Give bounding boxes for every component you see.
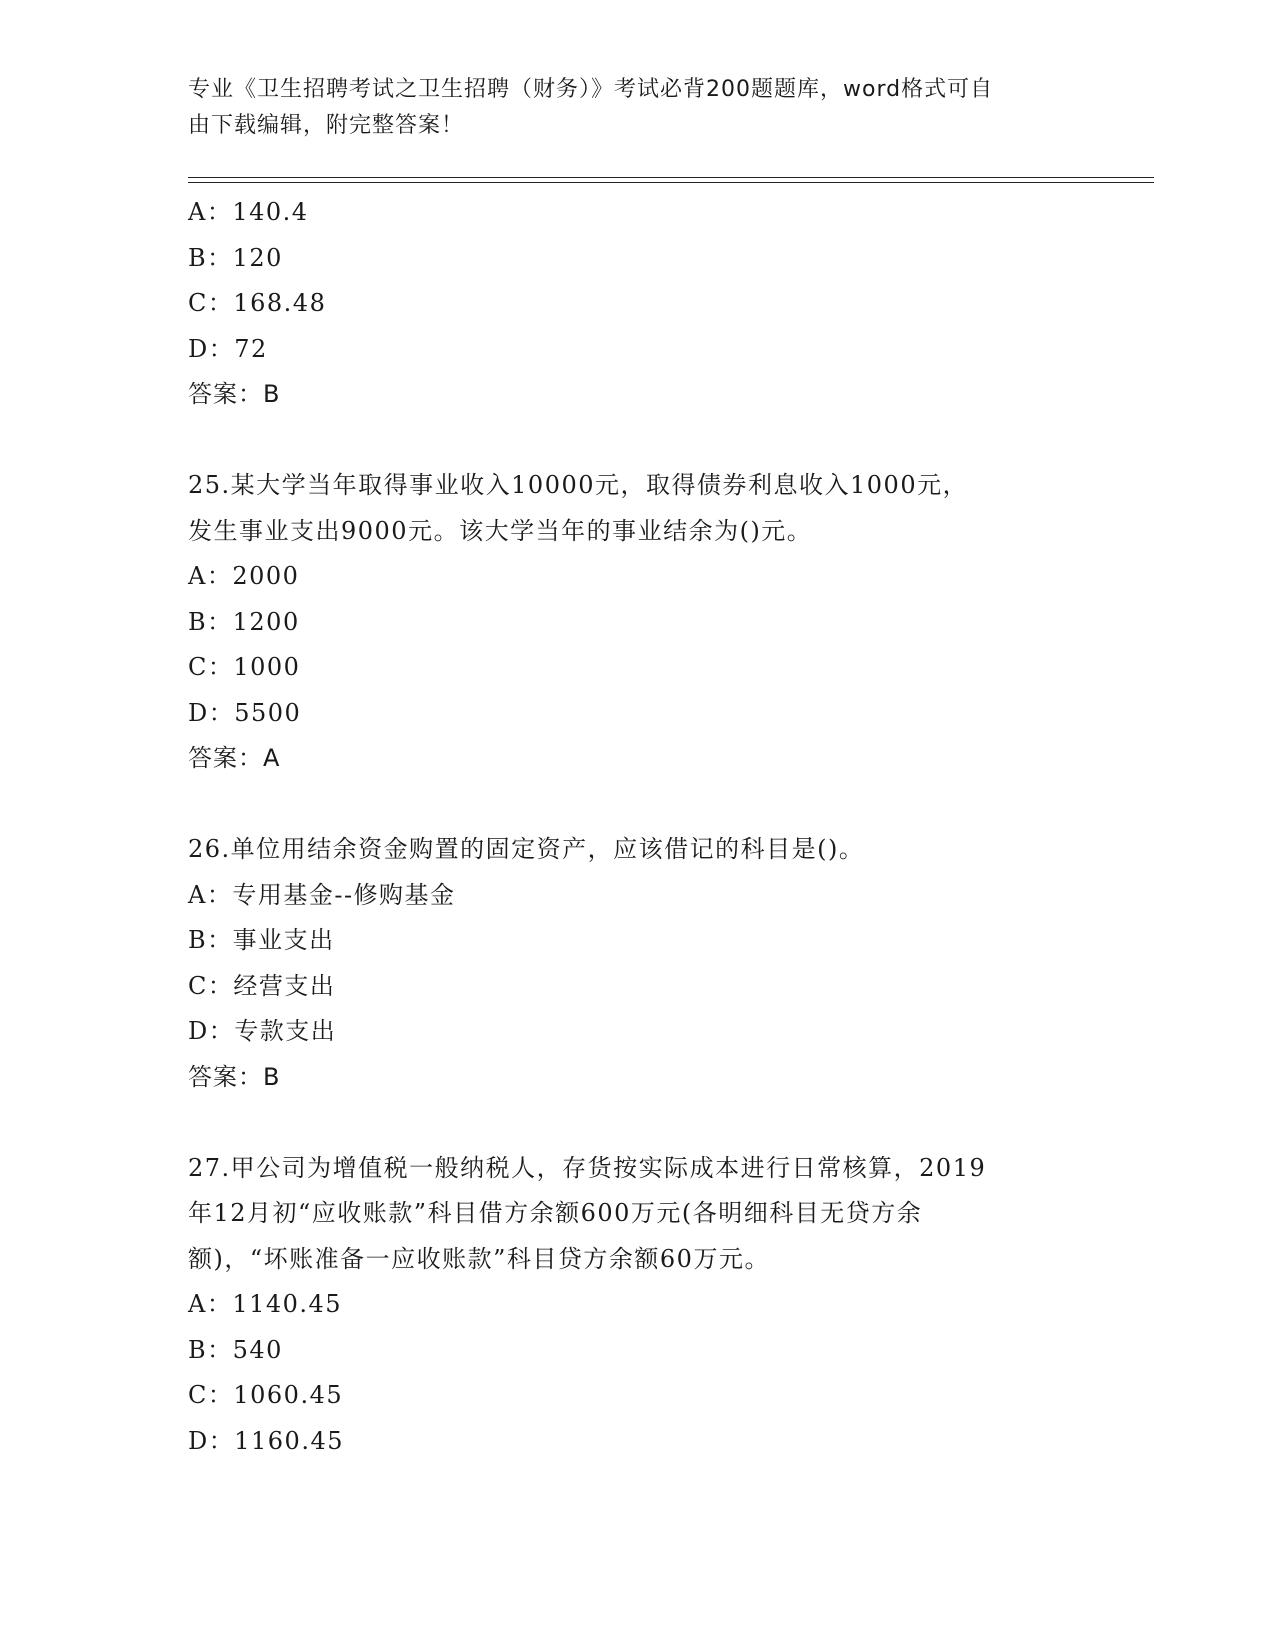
option-c: C：经营支出 — [188, 971, 336, 1000]
spacer — [188, 1100, 1088, 1146]
question-26-block — [188, 827, 1088, 1100]
option-b: B：事业支出 — [188, 926, 335, 954]
option-b: B：120 — [188, 243, 283, 272]
question-stem-line: 额)，“坏账准备一应收账款”科目贷方余额60万元。 — [188, 1244, 770, 1273]
spacer — [188, 782, 1088, 828]
answer-line: 答案：A — [188, 744, 281, 772]
option-a: A：1140.45 — [188, 1290, 343, 1318]
question-stem-line: 25.某大学当年取得事业收入10000元，取得债券利息收入1000元， — [188, 471, 969, 499]
question-stem-line: 年12月初“应收账款”科目借方余额600万元(各明细科目无贷方余 — [188, 1199, 923, 1227]
option-a: A：专用基金--修购基金 — [188, 880, 456, 909]
option-a: A：2000 — [188, 562, 300, 590]
option-d: D：72 — [188, 334, 268, 363]
option-c: C：1060.45 — [188, 1381, 344, 1409]
spacer — [188, 418, 1088, 464]
question-content — [188, 190, 1088, 1464]
question-27-block — [188, 1146, 1088, 1465]
question-24-block — [188, 190, 1088, 418]
question-stem-line: 26.单位用结余资金购置的固定资产，应该借记的科目是()。 — [188, 835, 865, 863]
header-divider-bottom — [188, 182, 1154, 183]
answer-line: 答案：B — [188, 380, 281, 408]
header-line-2: 由下载编辑，附完整答案！ — [188, 113, 465, 138]
option-c: C：168.48 — [188, 289, 327, 317]
header-divider-top — [188, 177, 1154, 178]
document-header — [188, 72, 1068, 144]
option-c: C：1000 — [188, 653, 301, 681]
option-b: B：540 — [188, 1335, 283, 1364]
question-stem-line: 27.甲公司为增值税一般纳税人，存货按实际成本进行日常核算，2019 — [188, 1153, 987, 1182]
option-b: B：1200 — [188, 607, 300, 636]
option-d: D：5500 — [188, 698, 302, 727]
question-stem-line: 发生事业支出9000元。该大学当年的事业结余为()元。 — [188, 516, 813, 545]
option-d: D：1160.45 — [188, 1426, 344, 1455]
question-25-block — [188, 463, 1088, 782]
answer-line: 答案：B — [188, 1062, 281, 1091]
header-line-1: 专业《卫生招聘考试之卫生招聘（财务）》考试必背200题题库，word格式可自 — [188, 77, 994, 102]
option-a: A：140.4 — [188, 198, 309, 226]
option-d: D：专款支出 — [188, 1017, 337, 1045]
